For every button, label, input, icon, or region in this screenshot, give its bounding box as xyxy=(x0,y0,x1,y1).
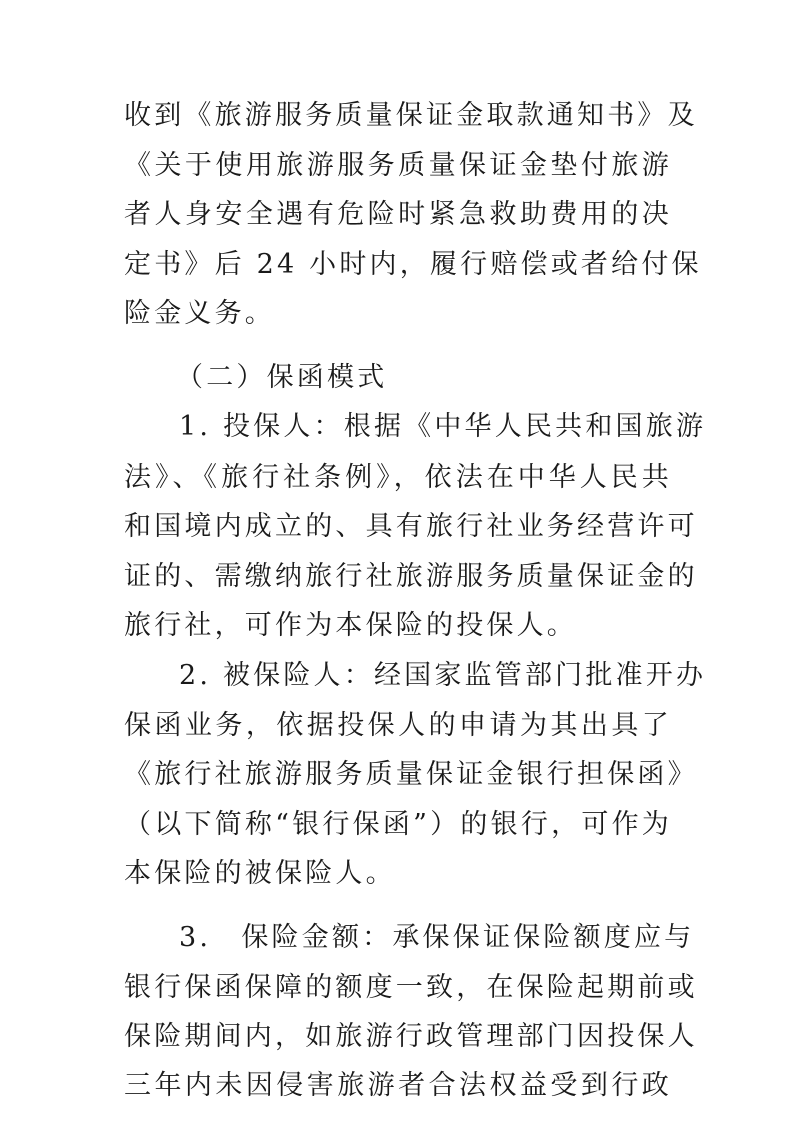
text-line: 3. 保险金额：承保保证保险额度应与 xyxy=(179,922,695,953)
text-line: 和国境内成立的、具有旅行社业务经营许可 xyxy=(124,511,698,542)
text-line: 1. 投保人：根据《中华人民共和国旅游 xyxy=(179,411,707,442)
section-heading: （二）保函模式 xyxy=(176,362,388,393)
text-line: 定书》后 24 小时内，履行赔偿或者给付保 xyxy=(124,249,702,280)
text-line: 银行保函保障的额度一致，在保险起期前或 xyxy=(124,972,698,1003)
text-line: 旅行社，可作为本保险的投保人。 xyxy=(124,610,577,641)
text-line: 保险期间内，如旅游行政管理部门因投保人 xyxy=(124,1021,698,1052)
text-line: 险金义务。 xyxy=(124,298,275,329)
text-line: 三年内未因侵害旅游者合法权益受到行政 xyxy=(124,1070,672,1101)
text-line: 法》、《旅行社条例》，依法在中华人民共 xyxy=(124,462,672,493)
text-line: 2. 被保险人：经国家监管部门批准开办 xyxy=(179,660,707,691)
text-line: 保函业务，依据投保人的申请为其出具了 xyxy=(124,710,672,741)
text-line: 收到《旅游服务质量保证金取款通知书》及 xyxy=(124,100,698,131)
text-line: 《旅行社旅游服务质量保证金银行担保函》 xyxy=(124,759,698,790)
text-line: 本保险的被保险人。 xyxy=(124,858,396,889)
text-line: 证的、需缴纳旅行社旅游服务质量保证金的 xyxy=(124,561,698,592)
text-line: 《关于使用旅游服务质量保证金垫付旅游 xyxy=(124,150,672,181)
text-line: （以下简称“银行保函”）的银行，可作为 xyxy=(124,809,672,840)
text-line: 者人身安全遇有危险时紧急救助费用的决 xyxy=(124,199,672,230)
